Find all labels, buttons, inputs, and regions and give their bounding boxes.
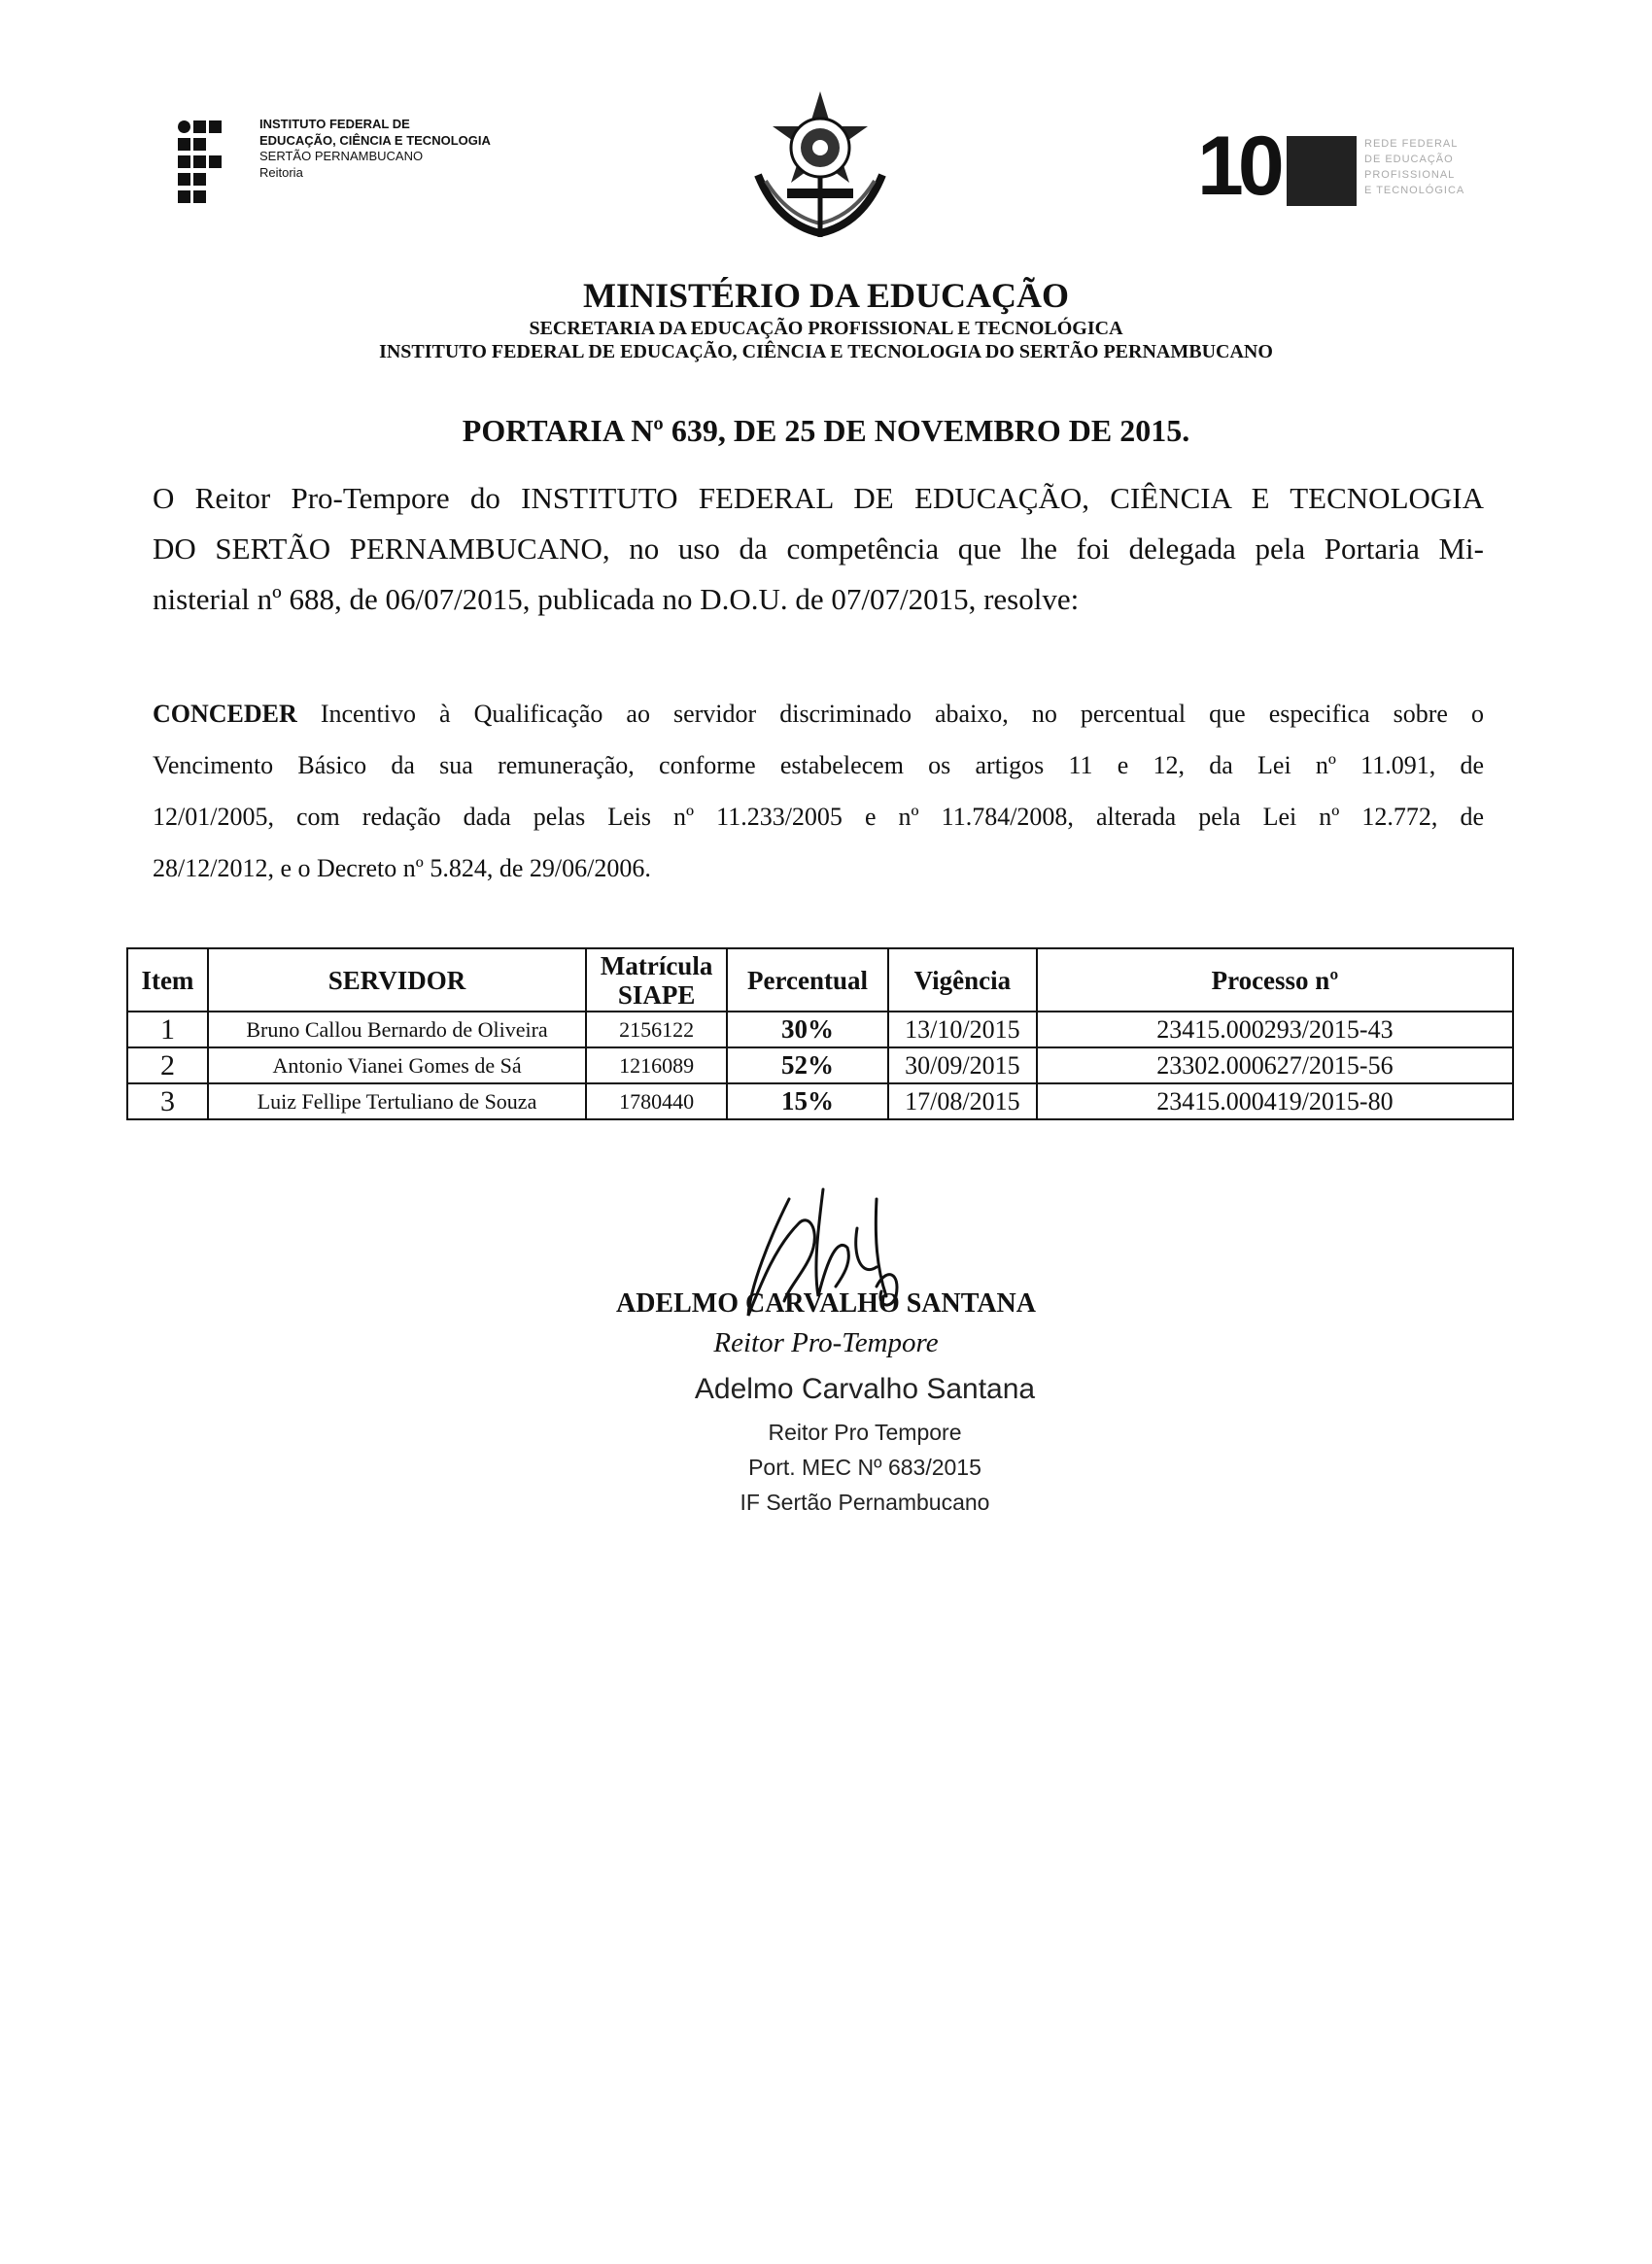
intro-line: DO SERTÃO PERNAMBUCANO, no uso da competência que lhe foi delegada pela Portaria Mi-: [153, 532, 1484, 566]
institute-logo-text: [259, 117, 491, 181]
cell-matricula: 1216089: [586, 1047, 727, 1083]
cell-percentual: 15%: [727, 1083, 888, 1119]
network-logo-line: PROFISSIONAL: [1364, 169, 1456, 181]
decision-line: 28/12/2012, e o Decreto nº 5.824, de 29/06/2006.: [153, 854, 651, 882]
decision-keyword: CONCEDER: [153, 700, 297, 728]
network-logo-line: E TECNOLÓGICA: [1364, 185, 1465, 196]
header-matricula-line: SIAPE: [617, 979, 696, 1010]
table-row: [127, 1047, 1513, 1083]
cell-vigencia: 17/08/2015: [888, 1083, 1037, 1119]
signer-role: Reitor Pro-Tempore: [713, 1327, 939, 1358]
cell-processo: 23415.000293/2015-43: [1037, 1012, 1513, 1047]
cell-item: 3: [127, 1083, 208, 1119]
institute-logo-icon: [178, 120, 224, 208]
institute-logo-line: INSTITUTO FEDERAL DE: [259, 117, 410, 131]
header-vigencia: Vigência: [888, 948, 1037, 1012]
decision-paragraph: [153, 688, 1484, 894]
decision-line: 12/01/2005, com redação dada pelas Leis nº 11.233/2005 e nº 11.784/2008, alterada pela Lei nº 12.772, de: [153, 803, 1484, 831]
network-logo-line: DE EDUCAÇÃO: [1364, 154, 1454, 165]
cell-vigencia: 13/10/2015: [888, 1012, 1037, 1047]
stamp-portaria: Port. MEC Nº 683/2015: [748, 1455, 981, 1480]
decision-line-first: [153, 688, 1484, 739]
stamp-role: Reitor Pro Tempore: [768, 1420, 962, 1445]
decision-text: Incentivo à Qualificação ao servidor discriminado abaixo, no percentual que especifica sobre o: [296, 700, 1484, 728]
intro-line: nisterial nº 688, de 06/07/2015, publicada no D.O.U. de 07/07/2015, resolve:: [153, 582, 1080, 616]
federal-network-logo: [1197, 120, 1469, 217]
cell-processo: 23415.000419/2015-80: [1037, 1083, 1513, 1119]
cell-matricula: 2156122: [586, 1012, 727, 1047]
cell-item: 2: [127, 1047, 208, 1083]
cell-servidor: Antonio Vianei Gomes de Sá: [208, 1047, 586, 1083]
instituto-subtitle: INSTITUTO FEDERAL DE EDUCAÇÃO, CIÊNCIA E TECNOLOGIA DO SERTÃO PERNAMBUCANO: [379, 341, 1273, 362]
signer-name: ADELMO CARVALHO SANTANA: [615, 1288, 1037, 1319]
portaria-title: PORTARIA Nº 639, DE 25 DE NOVEMBRO DE 2015.: [462, 413, 1190, 448]
table-row: [127, 1012, 1513, 1047]
cell-servidor: Bruno Callou Bernardo de Oliveira: [208, 1012, 586, 1047]
institute-logo-line: EDUCAÇÃO, CIÊNCIA E TECNOLOGIA: [259, 132, 491, 148]
intro-line: O Reitor Pro-Tempore do INSTITUTO FEDERAL DE EDUCAÇÃO, CIÊNCIA E TECNOLOGIA: [153, 481, 1484, 515]
cell-processo: 23302.000627/2015-56: [1037, 1047, 1513, 1083]
network-logo-line: REDE FEDERAL: [1364, 138, 1459, 150]
intro-paragraph: [153, 473, 1484, 625]
institute-logo-line: SERTÃO PERNAMBUCANO: [259, 149, 424, 163]
ministry-title: MINISTÉRIO DA EDUCAÇÃO: [582, 276, 1070, 315]
cell-vigencia: 30/09/2015: [888, 1047, 1037, 1083]
coat-of-arms-icon: [739, 87, 902, 241]
institute-logo-line: Reitoria: [259, 164, 303, 180]
cell-matricula: 1780440: [586, 1083, 727, 1119]
table-row: [127, 1083, 1513, 1119]
cell-percentual: 30%: [727, 1012, 888, 1047]
header-matricula: [586, 948, 727, 1012]
header-percentual: Percentual: [727, 948, 888, 1012]
cell-servidor: Luiz Fellipe Tertuliano de Souza: [208, 1083, 586, 1119]
secretaria-subtitle: SECRETARIA DA EDUCAÇÃO PROFISSIONAL E TECNOLÓGICA: [529, 318, 1123, 339]
header-servidor: SERVIDOR: [208, 948, 586, 1012]
header-item: Item: [127, 948, 208, 1012]
stamp-name: Adelmo Carvalho Santana: [694, 1373, 1036, 1405]
network-logo-mark-icon: [1287, 136, 1357, 206]
cell-percentual: 52%: [727, 1047, 888, 1083]
header-matricula-line: Matrícula: [600, 950, 713, 980]
stamp-institution: IF Sertão Pernambucano: [740, 1490, 990, 1515]
header-processo: Processo nº: [1037, 948, 1513, 1012]
cell-item: 1: [127, 1012, 208, 1047]
network-logo-text: [1364, 136, 1464, 198]
table-header-row: [127, 948, 1513, 1012]
network-logo-numeral: 10: [1197, 120, 1279, 213]
decision-line: Vencimento Básico da sua remuneração, conforme estabelecem os artigos 11 e 12, da Lei nº 11.091, de: [153, 751, 1484, 779]
servidores-table: [126, 947, 1514, 1120]
institute-logo: [178, 117, 547, 214]
